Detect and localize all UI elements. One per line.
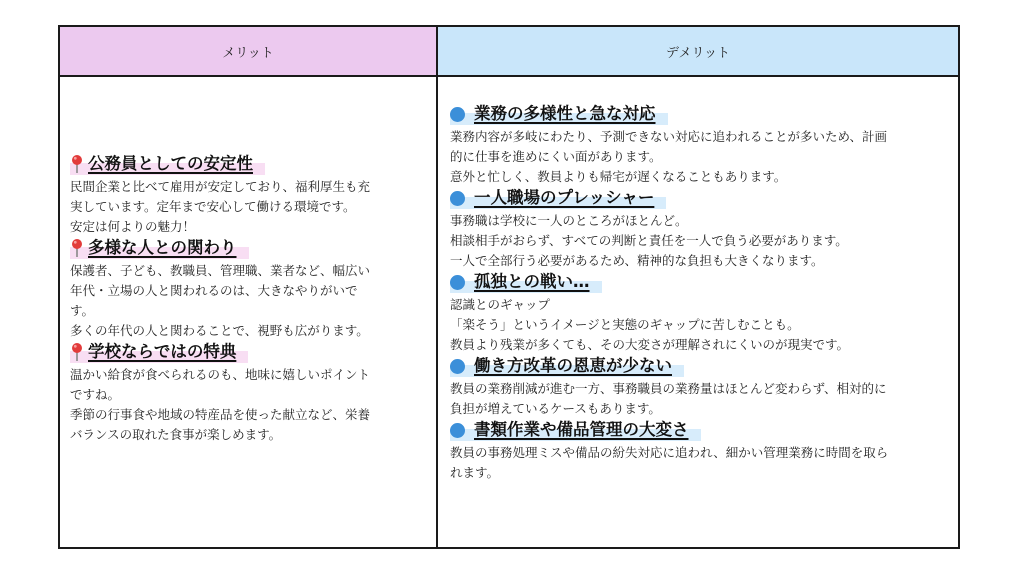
demerit-section <box>450 271 950 355</box>
text-line: 教員の業務削減が進む一方、事務職員の業務量はほとんど変わらず、相対的に <box>450 381 887 396</box>
blue-circle-icon <box>450 107 465 122</box>
merit-cell <box>60 77 438 547</box>
text-line: 民間企業と比べて雇用が安定しており、福利厚生も充 <box>70 179 371 194</box>
section-heading: 一人職場のプレッシャー <box>450 187 666 209</box>
text-line: 意外と忙しく、教員よりも帰宅が遅くなることもあります。 <box>450 169 787 184</box>
comparison-table <box>58 25 960 549</box>
text-line: 季節の行事食や地域の特産品を使った献立など、栄養 <box>70 407 371 422</box>
text-line: す。 <box>70 303 95 318</box>
merit-section <box>70 237 428 341</box>
section-heading: 多様な人との関わり <box>70 237 249 259</box>
text-line: 業務内容が多岐にわたり、予測できない対応に追われることが多いため、計画 <box>450 129 888 144</box>
round-pushpin-icon <box>70 342 84 362</box>
text-line: れます。 <box>450 465 500 480</box>
merit-header: メリット <box>60 27 438 77</box>
blue-circle-icon <box>450 275 465 290</box>
text-line: 教員の事務処理ミスや備品の紛失対応に追われ、細かい管理業務に時間を取ら <box>450 445 889 460</box>
demerit-section <box>450 419 950 483</box>
section-heading: 書類作業や備品管理の大変さ <box>450 419 701 441</box>
section-heading: 業務の多様性と急な対応 <box>450 103 668 125</box>
text-line: 年代・立場の人と関われるのは、大きなやりがいで <box>70 283 358 298</box>
demerit-cell <box>438 77 958 547</box>
merit-section <box>70 153 428 237</box>
text-line: 安定は何よりの魅力！ <box>70 219 196 234</box>
section-heading: 公務員としての安定性 <box>70 153 265 175</box>
text-line: 多くの年代の人と関わることで、視野も広がります。 <box>70 323 369 338</box>
blue-circle-icon <box>450 359 465 374</box>
demerit-section <box>450 355 950 419</box>
text-line: 実しています。定年まで安心して働ける環境です。 <box>70 199 356 214</box>
round-pushpin-icon <box>70 238 84 258</box>
section-heading: 働き方改革の恩恵が少ない <box>450 355 684 377</box>
text-line: 「楽そう」というイメージと実態のギャップに苦しむことも。 <box>450 317 800 332</box>
text-line: 相談相手がおらず、すべての判断と責任を一人で負う必要があります。 <box>450 233 848 248</box>
text-line: 認識とのギャップ <box>450 297 551 312</box>
text-line: ですね。 <box>70 387 121 402</box>
round-pushpin-icon <box>70 154 84 174</box>
blue-circle-icon <box>450 423 465 438</box>
text-line: 教員より残業が多くても、その大変さが理解されにくいのが現実です。 <box>450 337 850 352</box>
demerit-section <box>450 103 950 187</box>
demerit-header: デメリット <box>438 27 958 77</box>
section-heading: 孤独との戦い… <box>450 271 602 293</box>
text-line: 一人で全部行う必要があるため、精神的な負担も大きくなります。 <box>450 253 824 268</box>
text-line: 温かい給食が食べられるのも、地味に嬉しいポイント <box>70 367 371 382</box>
text-line: バランスの取れた食事が楽しめます。 <box>70 427 282 442</box>
text-line: 的に仕事を進めにくい面があります。 <box>450 149 662 164</box>
merit-section <box>70 341 428 445</box>
blue-circle-icon <box>450 191 465 206</box>
section-heading: 学校ならではの特典 <box>70 341 248 363</box>
demerit-section <box>450 187 950 271</box>
text-line: 保護者、子ども、教職員、管理職、業者など、幅広い <box>70 263 371 278</box>
text-line: 負担が増えているケースもあります。 <box>450 401 661 416</box>
text-line: 事務職は学校に一人のところがほとんど。 <box>450 213 688 228</box>
